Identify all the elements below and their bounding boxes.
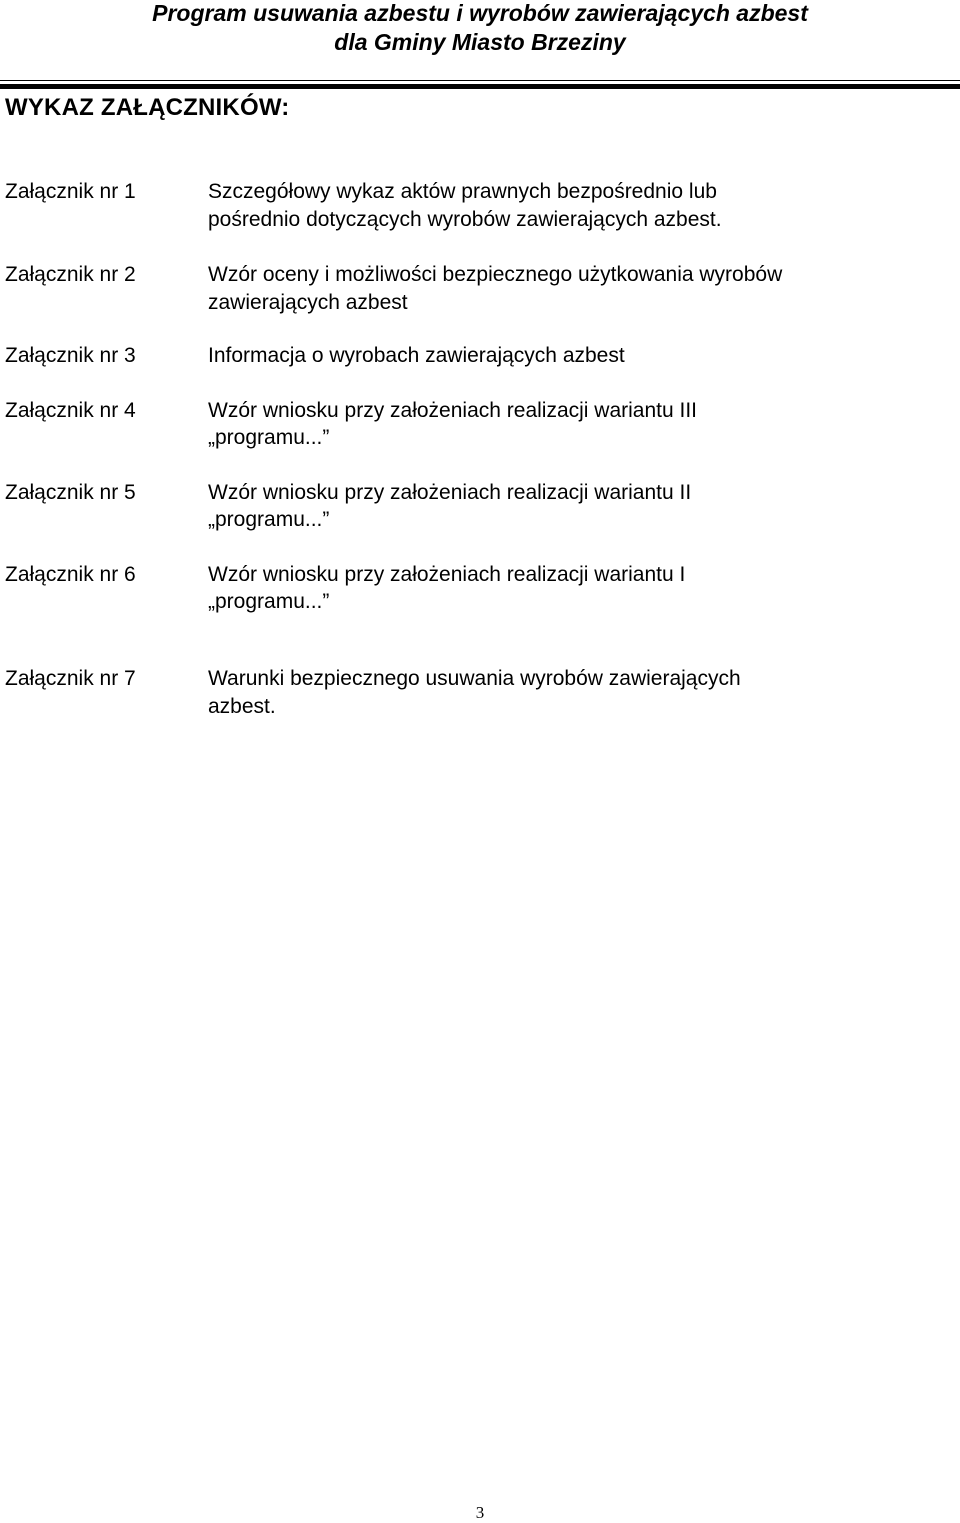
attachment-description-line: Szczegółowy wykaz aktów prawnych bezpośrednio lub (208, 180, 717, 203)
header-divider-thin (0, 80, 960, 81)
attachment-label: Załącznik nr 2 (5, 263, 136, 286)
attachment-description-line: Informacja o wyrobach zawierających azbest (208, 344, 625, 367)
attachment-label: Załącznik nr 6 (5, 563, 136, 586)
attachment-description-line: „programu...” (208, 508, 330, 531)
attachment-label: Załącznik nr 3 (5, 344, 136, 367)
attachment-label: Załącznik nr 1 (5, 180, 136, 203)
attachment-description-line: Wzór oceny i możliwości bezpiecznego użytkowania wyrobów (208, 263, 783, 286)
header-divider-thick (0, 84, 960, 89)
header-subtitle: dla Gminy Miasto Brzeziny (334, 29, 626, 55)
section-title: WYKAZ ZAŁĄCZNIKÓW: (5, 94, 290, 121)
attachment-description-line: azbest. (208, 695, 276, 718)
attachment-description-line: zawierających azbest (208, 291, 408, 314)
attachment-description-line: Warunki bezpiecznego usuwania wyrobów zawierających (208, 667, 741, 690)
attachment-description-line: Wzór wniosku przy założeniach realizacji wariantu I (208, 563, 686, 586)
attachment-description-line: pośrednio dotyczących wyrobów zawierających azbest. (208, 208, 722, 231)
attachment-label: Załącznik nr 5 (5, 481, 136, 504)
attachment-label: Załącznik nr 7 (5, 667, 136, 690)
attachment-description-line: Wzór wniosku przy założeniach realizacji wariantu II (208, 481, 692, 504)
attachment-label: Załącznik nr 4 (5, 399, 136, 422)
attachment-description-line: „programu...” (208, 590, 330, 613)
header-title: Program usuwania azbestu i wyrobów zawierających azbest (152, 0, 808, 26)
attachment-description-line: Wzór wniosku przy założeniach realizacji wariantu III (208, 399, 698, 422)
attachment-description-line: „programu...” (208, 426, 330, 449)
page-number: 3 (475, 1503, 485, 1522)
